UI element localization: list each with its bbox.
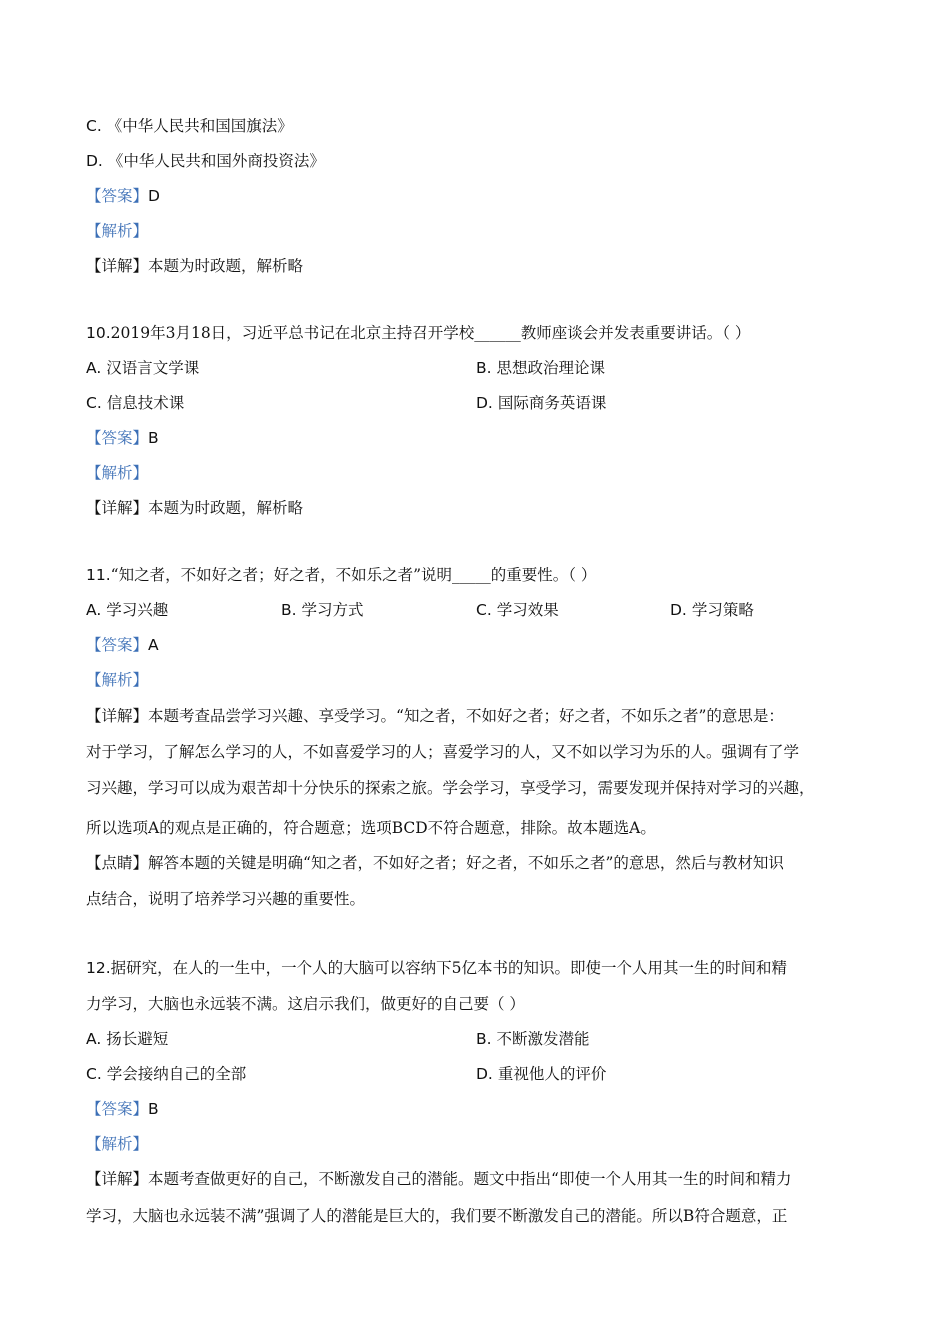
q12-option-b: B. 不断激发潜能 [476,1030,590,1048]
q11-detail-line-3: 习兴趣，学习可以成为艰苦却十分快乐的探索之旅。学会学习，享受学习，需要发现并保持对学习的兴趣， [86,779,815,797]
q10-option-c: C. 信息技术课 [86,394,185,412]
q11-option-b: B. 学习方式 [281,601,364,619]
question-12-stem-line-2: 力学习，大脑也永远装不满。这启示我们，做更好的自己要（ ） [86,995,525,1013]
q11-point-line-1: 【点睛】解答本题的关键是明确“知之者，不如好之者；好之者，不如乐之者”的意思，然后与教材知识 [86,854,784,872]
detail-label: 【详解】 [86,257,149,275]
answer-label: 【答案】 [86,636,149,654]
answer-label: 【答案】 [86,1100,149,1118]
q12-detail-line-1: 【详解】本题考查做更好的自己，不断激发自己的潜能。题文中指出“即使一个人用其一生的时间和精力 [86,1170,792,1188]
answer-value: D [148,187,160,205]
answer-value: B [148,1100,159,1118]
q11-analysis-label: 【解析】 [86,671,149,689]
q10-answer-line [86,428,159,448]
q11-option-c: C. 学习效果 [476,601,559,619]
question-12-stem-line-1: 12.据研究，在人的一生中，一个人的大脑可以容纳下5亿本书的知识。即使一个人用其一生的时间和精 [86,959,788,977]
q12-analysis-label: 【解析】 [86,1135,149,1153]
q10-detail-line: 【详解】本题为时政题，解析略 [86,499,304,517]
q10-analysis-label: 【解析】 [86,464,149,482]
analysis-label: 【解析】 [86,222,149,240]
question-10-stem: 10.2019年3月18日，习近平总书记在北京主持召开学校______教师座谈会并发表重要讲话。（ ） [86,324,751,342]
q11-option-a: A. 学习兴趣 [86,601,169,619]
q12-option-c: C. 学会接纳自己的全部 [86,1065,247,1083]
option-c: C. 《中华人民共和国国旗法》 [86,117,293,135]
q10-option-b: B. 思想政治理论课 [476,359,606,377]
q11-answer-line [86,635,159,655]
detail-label: 【详解】 [86,499,149,517]
answer-value: A [148,636,159,654]
q12-answer-line [86,1099,159,1119]
detail-label: 【详解】 [86,707,149,725]
q11-point-line-2: 点结合，说明了培养学习兴趣的重要性。 [86,890,366,908]
point-label: 【点睛】 [86,854,149,872]
q11-detail-line-2: 对于学习，了解怎么学习的人，不如喜爱学习的人；喜爱学习的人，又不如以学习为乐的人。强调有了学 [86,743,800,761]
answer-value: B [148,429,159,447]
q12-option-d: D. 重视他人的评价 [476,1065,607,1083]
q10-option-d: D. 国际商务英语课 [476,394,607,412]
detail-line: 【详解】本题为时政题，解析略 [86,257,304,275]
answer-label: 【答案】 [86,187,149,205]
q12-detail-line-2: 学习，大脑也永远装不满”强调了人的潜能是巨大的，我们要不断激发自己的潜能。所以B符合题意，正 [86,1207,788,1225]
q10-option-a: A. 汉语言文学课 [86,359,200,377]
q11-option-d: D. 学习策略 [670,601,754,619]
option-d: D. 《中华人民共和国外商投资法》 [86,152,325,170]
q11-detail-line-4: 所以选项A的观点是正确的，符合题意；选项BCD不符合题意，排除。故本题选A。 [86,819,656,837]
answer-line [86,186,160,206]
answer-label: 【答案】 [86,429,149,447]
q11-detail-line-1: 【详解】本题考查品尝学习兴趣、享受学习。“知之者，不如好之者；好之者，不如乐之者”的意思是： [86,707,784,725]
q12-option-a: A. 扬长避短 [86,1030,169,1048]
question-11-stem: 11.“知之者，不如好之者；好之者，不如乐之者”说明_____的重要性。（ ） [86,566,597,584]
detail-label: 【详解】 [86,1170,149,1188]
